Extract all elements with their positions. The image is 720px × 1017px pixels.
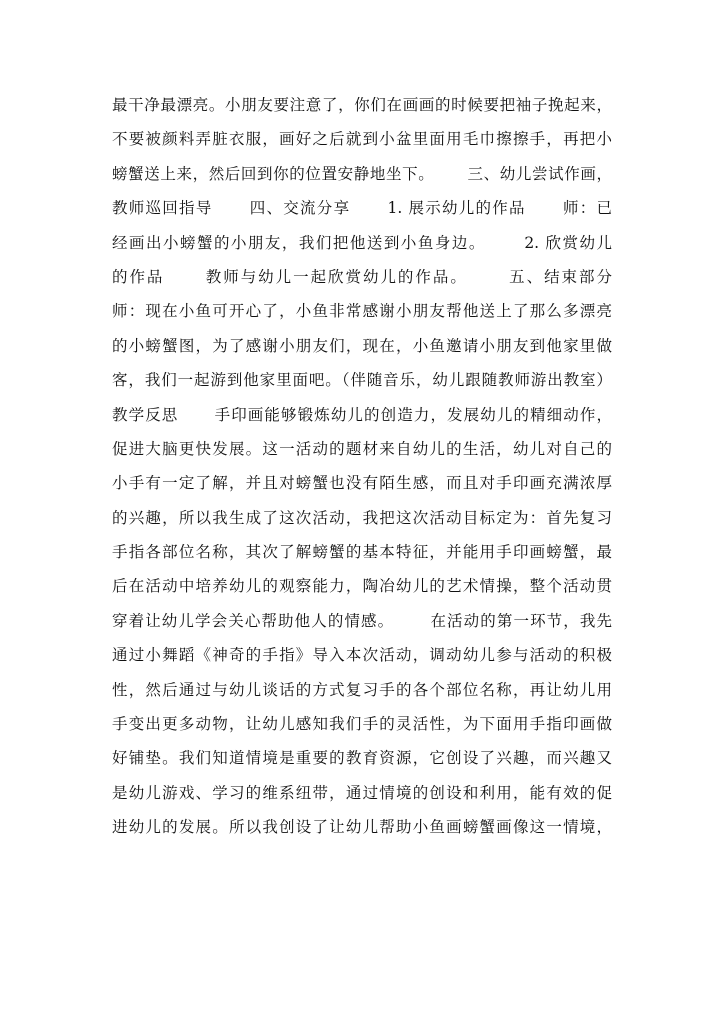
text-line-12: 小手有一定了解，并且对螃蟹也没有陌生感，而且对手印画充满浓厚 [112,474,612,493]
text-line-9: 客，我们一起游到他家里面吧。（伴随音乐，幼儿跟随教师游出教室） [112,371,612,390]
text-line-10: 教学反思 手印画能够锻炼幼儿的创造力，发展幼儿的精细动作， [112,405,612,424]
text-line-4: 教师巡回指导 四、交流分享 1. 展示幼儿的作品 师：已 [112,199,612,218]
text-line-1: 最干净最漂亮。小朋友要注意了，你们在画画的时候要把袖子挽起来， [112,96,612,114]
text-line-7: 师：现在小鱼可开心了，小鱼非常感谢小朋友帮他送上了那么多漂亮 [112,302,612,321]
text-line-22: 进幼儿的发展。所以我创设了让幼儿帮助小鱼画螃蟹画像这一情境， [112,818,612,837]
text-line-15: 后在活动中培养幼儿的观察能力，陶冶幼儿的艺术情操，整个活动贯 [112,577,612,596]
text-line-14: 手指各部位名称，其次了解螃蟹的基本特征，并能用手印画螃蟹，最 [112,543,612,562]
text-line-13: 的兴趣，所以我生成了这次活动，我把这次活动目标定为：首先复习 [112,508,612,527]
text-line-3: 螃蟹送上来，然后回到你的位置安静地坐下。 三、幼儿尝试作画， [112,164,612,183]
text-line-16: 穿着让幼儿学会关心帮助他人的情感。 在活动的第一环节，我先 [112,611,612,630]
text-line-5: 经画出小螃蟹的小朋友，我们把他送到小鱼身边。 2. 欣赏幼儿 [112,233,612,252]
text-line-19: 手变出更多动物，让幼儿感知我们手的灵活性，为下面用手指印画做 [112,715,612,734]
text-line-6: 的作品 教师与幼儿一起欣赏幼儿的作品。 五、结束部分 [112,267,612,286]
text-line-18: 性，然后通过与幼儿谈话的方式复习手的各个部位名称，再让幼儿用 [112,680,612,699]
text-line-11: 促进大脑更快发展。这一活动的题材来自幼儿的生活，幼儿对自己的 [112,439,612,458]
body-text [112,88,612,845]
text-line-21: 是幼儿游戏、学习的维系纽带，通过情境的创设和利用，能有效的促 [112,783,612,802]
text-line-17: 通过小舞蹈《神奇的手指》导入本次活动，调动幼儿参与活动的积极 [112,646,612,665]
text-line-20: 好铺垫。我们知道情境是重要的教育资源，它创设了兴趣，而兴趣又 [112,749,612,768]
text-line-2: 不要被颜料弄脏衣服，画好之后就到小盆里面用毛巾擦擦手，再把小 [112,130,612,149]
text-line-8: 的小螃蟹图，为了感谢小朋友们，现在，小鱼邀请小朋友到他家里做 [112,336,612,355]
